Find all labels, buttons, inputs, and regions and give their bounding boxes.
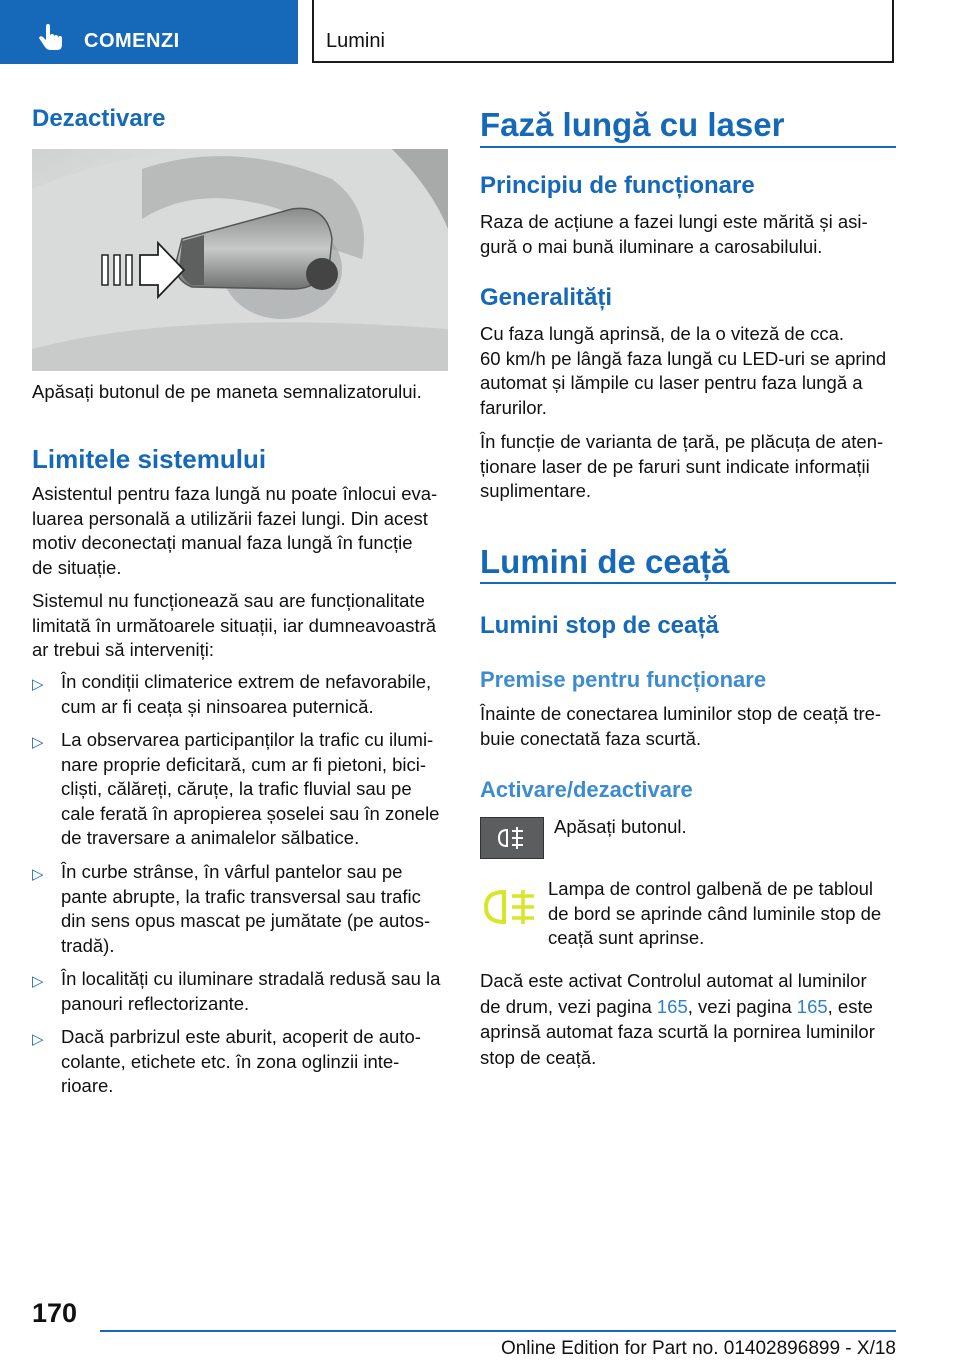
- text-line: cum ar fi ceața și ninsoarea puternică.: [61, 695, 374, 717]
- category-tab[interactable]: [0, 0, 298, 64]
- text-line: ar trebui să interveniți:: [32, 639, 215, 660]
- category-label: COMENZI: [84, 30, 180, 52]
- text-line: În funcție de varianta de țară, pe plăcuța de aten-: [480, 431, 884, 452]
- header-title-box: [312, 0, 894, 63]
- page-title: Lumini: [326, 30, 385, 52]
- text-line: Cu faza lungă aprinsă, de la o viteză de cca.: [480, 323, 845, 344]
- text-line: aprinsă automat faza scurtă la pornirea luminilor: [480, 1021, 875, 1042]
- heading-faza-lunga-laser: Fază lungă cu laser: [480, 106, 785, 143]
- heading-lumini-stop-ceata: Lumini stop de ceață: [480, 612, 719, 639]
- text-line: pante abrupte, la trafic transversal sau trafic: [61, 885, 421, 907]
- text-line: Înainte de conectarea luminilor stop de ceață tre-: [480, 703, 882, 724]
- text-line: suplimentare.: [480, 480, 592, 501]
- text-line: În localități cu iluminare stradală redusă sau la: [61, 968, 441, 989]
- heading-principiu: Principiu de funcționare: [480, 172, 755, 199]
- text-line: [480, 994, 900, 1020]
- bullet-triangle-icon: ▷: [32, 1031, 44, 1048]
- text-line: limitată în următoarele situații, iar dumneavoastră: [32, 614, 437, 636]
- text-line: panouri reflectorizante.: [61, 992, 250, 1014]
- text-line: automat și lămpile cu laser pentru faza lungă a: [480, 372, 863, 393]
- text-line: În curbe strânse, în vârful pantelor sau pe: [61, 861, 403, 882]
- paragraph-general-1: [480, 322, 900, 420]
- heading-rule: [480, 582, 896, 584]
- text-line: de situație.: [32, 556, 122, 578]
- list-item: [61, 728, 453, 851]
- text-line: ționare laser de pe faruri sunt indicate informații: [480, 455, 870, 477]
- text-line: Asistentul pentru faza lungă nu poate înlocui eva-: [32, 483, 438, 504]
- bullet-triangle-icon: ▷: [32, 866, 44, 883]
- text-line: tradă).: [61, 934, 115, 956]
- text-fragment: , vezi pagina: [687, 995, 797, 1017]
- paragraph-indicator: [548, 877, 904, 951]
- list-item: [61, 1025, 453, 1099]
- text-line: buie conectată faza scurtă.: [480, 727, 702, 749]
- text-line: nare proprie deficitară, cum ar fi pietoni, bici-: [61, 753, 427, 775]
- text-line: cale ferată în apropierea șoselei sau în zonele: [61, 802, 440, 824]
- press-button-text: Apăsați butonul.: [554, 816, 687, 837]
- paragraph-prereq: [480, 702, 900, 751]
- text-line: luarea personală a utilizării fazei lungi. Din acest: [32, 507, 428, 529]
- rear-fog-indicator-icon: [482, 882, 542, 932]
- rear-fog-light-icon: [481, 818, 543, 858]
- bullet-triangle-icon: ▷: [32, 734, 44, 751]
- page-link[interactable]: 165: [656, 995, 688, 1017]
- paragraph-general-2: [480, 430, 900, 504]
- text-line: Dacă parbrizul este aburit, acoperit de auto-: [61, 1026, 421, 1047]
- text-line: Dacă este activat Controlul automat al luminilor: [480, 970, 867, 991]
- list-item: [61, 967, 453, 1016]
- text-fragment: , este: [827, 995, 873, 1017]
- heading-limitele-sistemului: Limitele sistemului: [32, 444, 267, 474]
- paragraph-auto-control: [480, 968, 900, 1070]
- page-link[interactable]: 165: [796, 995, 828, 1017]
- paragraph-limits-1: [32, 482, 452, 580]
- heading-premise: Premise pentru funcționare: [480, 667, 767, 692]
- text-line: Lampa de control galbenă de pe tabloul: [548, 878, 874, 899]
- page-number: 170: [32, 1298, 78, 1328]
- bullet-triangle-icon: ▷: [32, 973, 44, 990]
- heading-rule: [480, 146, 896, 148]
- text-line: colante, etichete etc. în zona oglinzii inte-: [61, 1050, 400, 1072]
- paragraph-principle: [480, 210, 900, 259]
- text-line: de traversare a animalelor sălbatice.: [61, 827, 360, 848]
- text-line: În condiții climaterice extrem de nefavorabile,: [61, 671, 432, 692]
- text-line: din sens opus mascat pe jumătate (pe autos-: [61, 910, 431, 931]
- paragraph-limits-2: [32, 589, 452, 663]
- hand-pointer-icon: [38, 24, 64, 52]
- text-fragment: de drum, vezi pagina: [480, 995, 657, 1017]
- text-line: Sistemul nu funcționează sau are funcționalitate: [32, 590, 425, 611]
- list-item: [61, 860, 453, 958]
- text-line: Raza de acțiune a fazei lungi este mărită și asi-: [480, 211, 868, 232]
- text-line: farurilor.: [480, 396, 547, 418]
- text-line: cliști, călăreți, căruțe, la trafic fluvial sau pe: [61, 778, 412, 799]
- heading-activare: Activare/dezactivare: [480, 777, 693, 802]
- text-line: de bord se aprinde când luminile stop de: [548, 902, 882, 924]
- text-line: motiv deconectați manual faza lungă în funcție: [32, 532, 413, 553]
- text-line: stop de ceață.: [480, 1046, 597, 1068]
- bullet-triangle-icon: ▷: [32, 676, 44, 693]
- list-item: [61, 670, 453, 719]
- photo-caption: Apăsați butonul de pe maneta semnalizatorului.: [32, 381, 422, 402]
- turn-signal-lever-photo: [32, 149, 448, 371]
- footer-edition: Online Edition for Part no. 01402896899 - X/18: [500, 1338, 896, 1359]
- text-line: rioare.: [61, 1075, 114, 1096]
- heading-generalitati: Generalități: [480, 284, 613, 311]
- rear-fog-light-button[interactable]: [480, 817, 544, 859]
- heading-lumini-de-ceata: Lumini de ceață: [480, 543, 730, 580]
- text-line: La observarea participanților la trafic cu ilumi-: [61, 729, 434, 750]
- text-line: 60 km/h pe lângă faza lungă cu LED-uri se aprind: [480, 347, 887, 369]
- text-line: gură o mai bună iluminare a carosabilului.: [480, 235, 823, 257]
- heading-dezactivare: Dezactivare: [32, 105, 166, 132]
- text-line: ceață sunt aprinse.: [548, 927, 705, 948]
- footer-rule: [100, 1330, 896, 1332]
